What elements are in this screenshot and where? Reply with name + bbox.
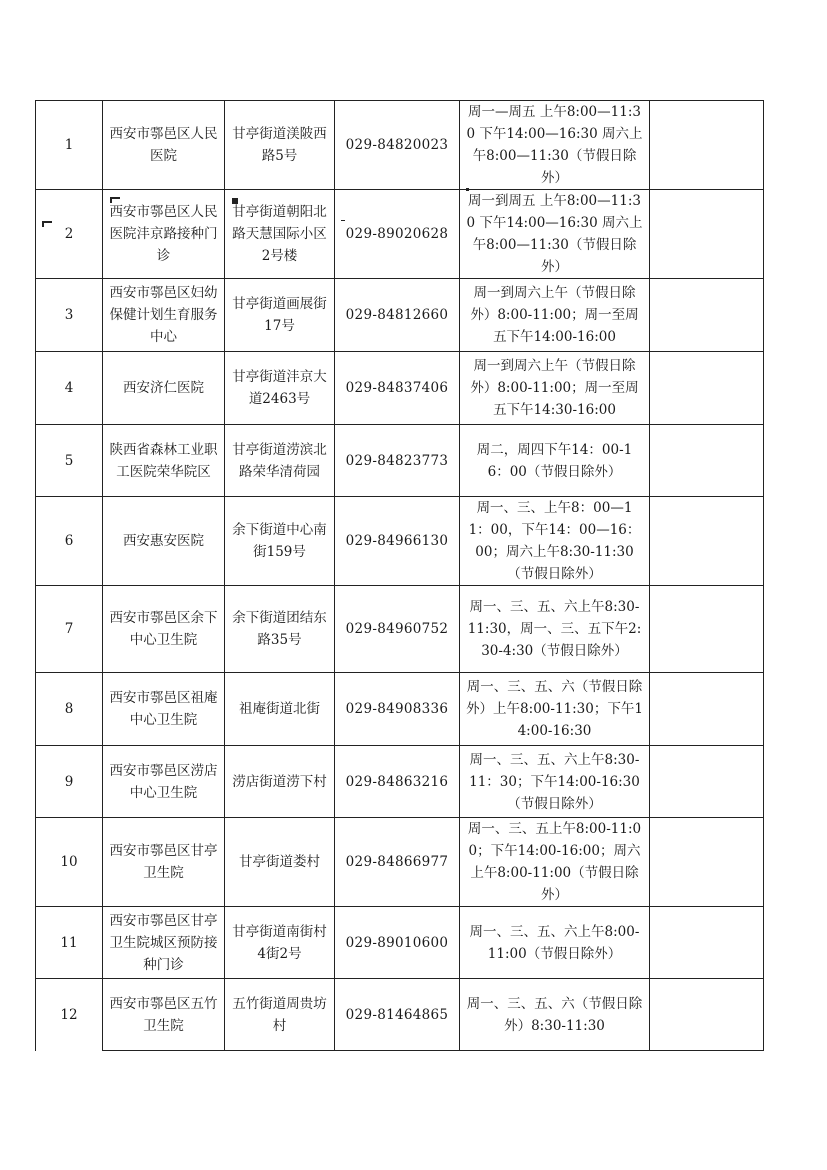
clinic-hours: 周一、三、五、六（节假日除外）上午8:00-11:30；下午14:00-16:30	[460, 673, 650, 746]
clinic-hours: 周一、三、五、六（节假日除外）8:30-11:30	[460, 979, 650, 1051]
clinic-phone: 029-84866977	[335, 818, 460, 907]
clinic-phone: 029-81464865	[335, 979, 460, 1051]
clinic-hours: 周一到周六上午（节假日除外）8:00-11:00；周一至周五下午14:30-16:00	[460, 352, 650, 425]
scan-artifact-mark	[110, 197, 112, 203]
clinic-address: 甘亭街道画展街17号	[225, 279, 335, 352]
clinic-hours: 周一、三、上午8：00—11：00，下午14：00—16：00；周六上午8:30-11:30（节假日除外）	[460, 497, 650, 586]
clinic-note	[650, 979, 764, 1051]
clinic-hours: 周一、三、五、六上午8:30-11：30；下午14:00-16:30（节假日除外）	[460, 746, 650, 818]
clinic-hours: 周一到周六上午（节假日除外）8:00-11:00；周一至周五下午14:00-16:00	[460, 279, 650, 352]
clinic-note	[650, 586, 764, 673]
clinic-phone: 029-84837406	[335, 352, 460, 425]
clinic-address: 甘亭街道南街村4街2号	[225, 907, 335, 979]
clinic-note	[650, 425, 764, 497]
row-number: 4	[36, 352, 103, 425]
scan-artifact-mark	[42, 221, 52, 223]
table-row	[36, 746, 764, 818]
row-number: 11	[36, 907, 103, 979]
clinic-address: 甘亭街道沣京大道2463号	[225, 352, 335, 425]
table-row	[36, 818, 764, 907]
clinic-name: 西安济仁医院	[103, 352, 225, 425]
scan-artifact-mark	[341, 220, 345, 221]
clinic-note	[650, 352, 764, 425]
clinic-hours: 周一—周五 上午8:00—11:30 下午14:00—16:30 周六上午8:00—11:30（节假日除外）	[460, 101, 650, 190]
scan-artifact-mark	[110, 197, 120, 199]
clinic-note	[650, 818, 764, 907]
clinic-phone: 029-84966130	[335, 497, 460, 586]
clinic-note	[650, 907, 764, 979]
clinic-phone: 029-84908336	[335, 673, 460, 746]
scan-artifact-mark	[466, 188, 469, 191]
clinic-hours: 周二，周四下午14：00-16：00（节假日除外）	[460, 425, 650, 497]
table-row	[36, 979, 764, 1051]
clinic-address: 甘亭街道朝阳北路天慧国际小区2号楼	[225, 190, 335, 279]
clinic-phone: 029-84960752	[335, 586, 460, 673]
table-row	[36, 497, 764, 586]
row-number: 9	[36, 746, 103, 818]
clinic-phone: 029-84823773	[335, 425, 460, 497]
row-number: 10	[36, 818, 103, 907]
clinic-address: 五竹街道周贵坊村	[225, 979, 335, 1051]
table-row	[36, 907, 764, 979]
row-number: 5	[36, 425, 103, 497]
clinic-name: 西安市鄠邑区人民医院	[103, 101, 225, 190]
row-number: 7	[36, 586, 103, 673]
clinic-phone: 029-84812660	[335, 279, 460, 352]
clinic-phone: 029-84820023	[335, 101, 460, 190]
clinic-name: 西安市鄠邑区人民医院沣京路接种门诊	[103, 190, 225, 279]
clinic-note	[650, 101, 764, 190]
clinic-name: 西安惠安医院	[103, 497, 225, 586]
vaccination-clinic-table	[35, 100, 764, 1051]
clinic-name: 西安市鄠邑区甘亭卫生院城区预防接种门诊	[103, 907, 225, 979]
clinic-name: 西安市鄠邑区五竹卫生院	[103, 979, 225, 1051]
clinic-hours: 周一、三、五上午8:00-11:00；下午14:00-16:00；周六上午8:00-11:00（节假日除外）	[460, 818, 650, 907]
clinic-address: 涝店街道涝下村	[225, 746, 335, 818]
scan-artifact-mark	[42, 221, 44, 227]
clinic-address: 余下街道中心南街159号	[225, 497, 335, 586]
clinic-address: 余下街道团结东路35号	[225, 586, 335, 673]
clinic-hours: 周一、三、五、六上午8:00-11:00（节假日除外）	[460, 907, 650, 979]
row-number: 8	[36, 673, 103, 746]
table-row	[36, 586, 764, 673]
table-row	[36, 101, 764, 190]
clinic-phone: 029-89010600	[335, 907, 460, 979]
clinic-name: 西安市鄠邑区甘亭卫生院	[103, 818, 225, 907]
table-row	[36, 425, 764, 497]
clinic-name: 西安市鄠邑区祖庵中心卫生院	[103, 673, 225, 746]
table-row	[36, 352, 764, 425]
clinic-note	[650, 673, 764, 746]
clinic-note	[650, 746, 764, 818]
clinic-address: 祖庵街道北街	[225, 673, 335, 746]
row-number: 3	[36, 279, 103, 352]
row-number: 2	[36, 190, 103, 279]
clinic-note	[650, 279, 764, 352]
clinic-address: 甘亭街道渼陂西路5号	[225, 101, 335, 190]
clinic-note	[650, 497, 764, 586]
clinic-name: 西安市鄠邑区妇幼保健计划生育服务中心	[103, 279, 225, 352]
clinic-hours: 周一到周五 上午8:00—11:30 下午14:00—16:30 周六上午8:00—11:30（节假日除外）	[460, 190, 650, 279]
table-row	[36, 279, 764, 352]
row-number: 6	[36, 497, 103, 586]
clinic-address: 甘亭街道涝滨北路荣华清荷园	[225, 425, 335, 497]
clinic-address: 甘亭街道娄村	[225, 818, 335, 907]
clinic-note	[650, 190, 764, 279]
clinic-name: 西安市鄠邑区涝店中心卫生院	[103, 746, 225, 818]
clinic-hours: 周一、三、五、六上午8:30-11:30，周一、三、五下午2:30-4:30（节假日除外）	[460, 586, 650, 673]
clinic-name: 陕西省森林工业职工医院荣华院区	[103, 425, 225, 497]
clinic-phone: 029-89020628	[335, 190, 460, 279]
table-row	[36, 190, 764, 279]
row-number: 1	[36, 101, 103, 190]
clinic-name: 西安市鄠邑区余下中心卫生院	[103, 586, 225, 673]
row-number: 12	[36, 979, 103, 1051]
clinic-phone: 029-84863216	[335, 746, 460, 818]
table-row	[36, 673, 764, 746]
scan-artifact-mark	[232, 198, 238, 204]
